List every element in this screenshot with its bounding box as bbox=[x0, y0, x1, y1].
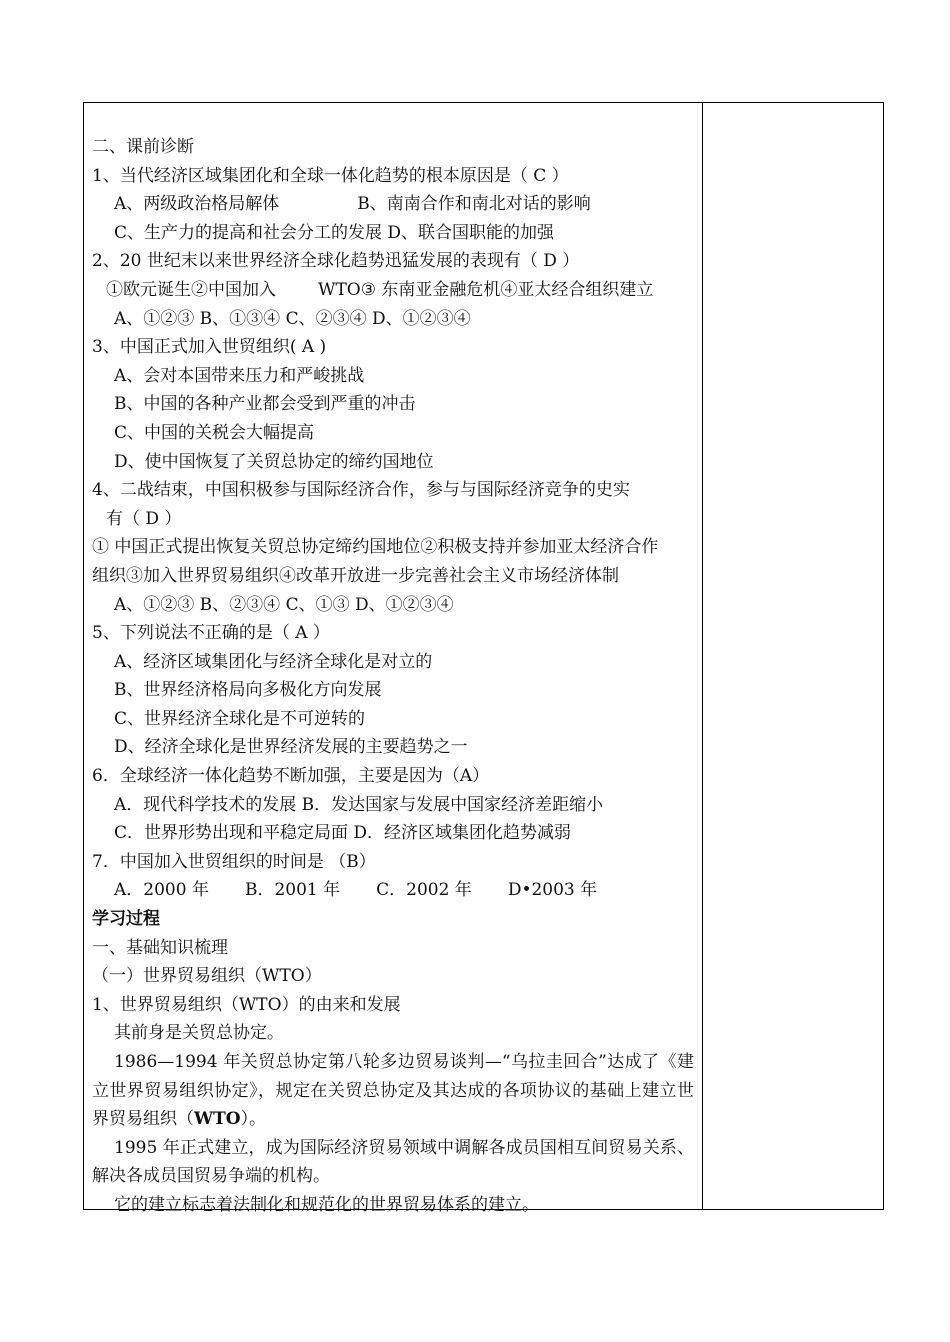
q1-option-b: B、南南合作和南北对话的影响 bbox=[357, 194, 591, 215]
section-heading: 二、课前诊断 bbox=[92, 137, 194, 157]
column-divider bbox=[702, 103, 703, 1209]
learning-process-heading: 学习过程 bbox=[92, 909, 160, 930]
q5-option-d: D、经济全球化是世界经济发展的主要趋势之一 bbox=[114, 737, 468, 758]
q4-options: A、①②③ B、②③④ C、①③ D、①②③④ bbox=[114, 594, 454, 615]
wto-subheading: 1、世界贸易组织（WTO）的由来和发展 bbox=[92, 994, 401, 1015]
q3-option-a: A、会对本国带来压力和严峻挑战 bbox=[114, 365, 365, 386]
q1-options-ab bbox=[92, 190, 694, 219]
wto-bold-text: WTO bbox=[194, 1109, 241, 1130]
q7-option-c: C．2002 年 bbox=[376, 880, 472, 901]
lesson-table bbox=[83, 102, 884, 1215]
q5-option-c: C、世界经济全球化是不可逆转的 bbox=[114, 708, 366, 729]
q6-options-cd: C．世界形势出现和平稳定局面 D．经济区域集团化趋势减弱 bbox=[114, 823, 572, 844]
q7-options bbox=[92, 876, 694, 905]
wto-paragraph-4: 它的建立标志着法制化和规范化的世界贸易体系的建立。 bbox=[114, 1194, 539, 1215]
q3-stem: 3、中国正式加入世贸组织( A ) bbox=[92, 337, 327, 358]
q2-stem: 2、20 世纪末以来世界经济全球化趋势迅猛发展的表现有（ D ） bbox=[92, 251, 580, 272]
q2-items bbox=[92, 276, 694, 305]
q7-option-d: D•2003 年 bbox=[507, 880, 598, 901]
basics-heading: 一、基础知识梳理 bbox=[92, 937, 228, 958]
q2-items-b: WTO③ 东南亚金融危机④亚太经合组织建立 bbox=[318, 279, 654, 300]
q5-option-a: A、经济区域集团化与经济全球化是对立的 bbox=[114, 651, 433, 672]
wto-paragraph-1: 其前身是关贸总协定。 bbox=[114, 1023, 284, 1044]
q4-items-line2: 组织③加入世界贸易组织④改革开放进一步完善社会主义市场经济体制 bbox=[92, 565, 619, 586]
q6-stem: 6．全球经济一体化趋势不断加强，主要是因为（A） bbox=[92, 766, 490, 787]
q4-items-line1: ① 中国正式提出恢复关贸总协定缔约国地位②积极支持并参加亚太经济合作 bbox=[92, 537, 659, 558]
q5-option-b: B、世界经济格局向多极化方向发展 bbox=[114, 680, 382, 701]
q2-items-a: ①欧元诞生②中国加入 bbox=[106, 279, 276, 300]
q3-option-b: B、中国的各种产业都会受到严重的冲击 bbox=[114, 394, 416, 415]
q3-option-d: D、使中国恢复了关贸总协定的缔约国地位 bbox=[114, 451, 434, 472]
q1-stem: 1、当代经济区域集团化和全球一体化趋势的根本原因是（ C ） bbox=[92, 165, 569, 186]
q5-stem: 5、下列说法不正确的是（ A ） bbox=[92, 623, 330, 644]
q7-option-a: A．2000 年 bbox=[114, 880, 209, 901]
wto-heading: （一）世界贸易组织（WTO） bbox=[92, 966, 322, 987]
q2-options: A、①②③ B、①③④ C、②③④ D、①②③④ bbox=[114, 308, 471, 329]
q4-stem-line2: 有（ D ） bbox=[106, 508, 182, 529]
q6-options-ab: A．现代科学技术的发展 B．发达国家与发展中国家经济差距缩小 bbox=[114, 794, 604, 815]
q7-stem: 7．中国加入世贸组织的时间是 （B） bbox=[92, 851, 376, 872]
q1-option-c: C、生产力的提高和社会分工的发展 bbox=[114, 222, 383, 243]
q7-option-b: B．2001 年 bbox=[244, 880, 341, 901]
main-cell bbox=[92, 133, 694, 1220]
q4-stem-line1: 4、二战结束，中国积极参与国际经济合作，参与与国际经济竞争的史实 bbox=[92, 480, 630, 501]
q1-options-cd bbox=[92, 219, 694, 248]
q3-option-c: C、中国的关税会大幅提高 bbox=[114, 422, 315, 443]
q1-option-a: A、两级政治格局解体 bbox=[114, 194, 280, 215]
q1-option-d: D、联合国职能的加强 bbox=[387, 222, 555, 243]
wto-paragraph-3: 1995 年正式建立，成为国际经济贸易领域中调解各成员国相互间贸易关系、解决各成员国贸易争端的机构。 bbox=[92, 1137, 694, 1187]
wto-paragraph-2: 1986—1994 年关贸总协定第八轮多边贸易谈判—“乌拉圭回合”达成了《建立世界贸易组织协定》，规定在关贸总协定及其达成的各项协议的基础上建立世界贸易组织（WTO）。 bbox=[92, 1052, 694, 1130]
